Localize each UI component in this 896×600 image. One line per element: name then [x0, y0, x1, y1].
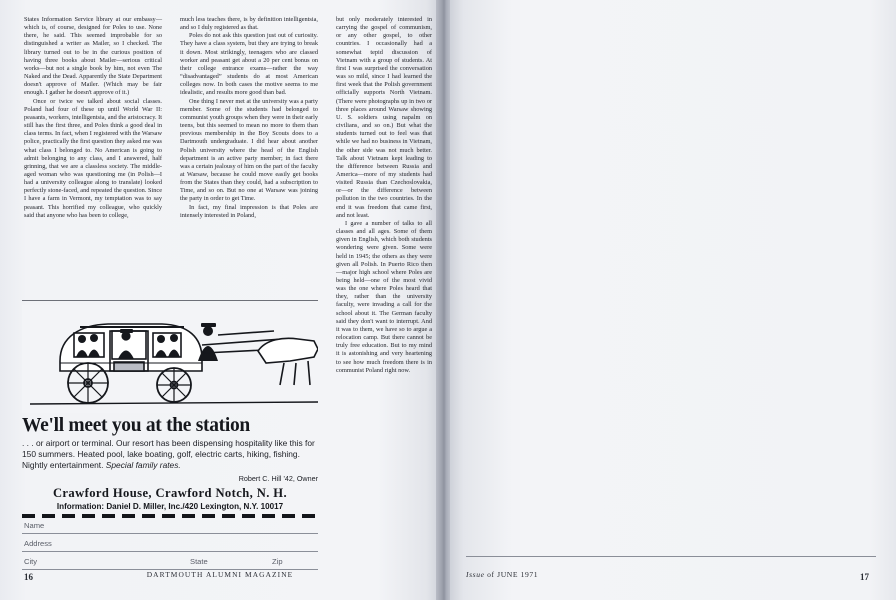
- coupon-name-label: Name: [24, 520, 45, 530]
- coupon-state-label: State: [190, 556, 208, 566]
- page-number-left: 16: [24, 572, 33, 582]
- ad-body-line-2-italic: Special family rates.: [105, 460, 181, 471]
- paragraph: One thing I never met at the university was a party member. Some of the students had belonged to communist youth groups when they were in their early teens, but this seemed to mean no more to them than previous membership in the Boy Scouts does to a Dartmouth undergraduate. I did hear about another Polish university where the head of the English department is an active party member; in fact there was a certain jealousy of him on the part of the faculty at Warsaw, because he could move easily get books from the States than they could, had a subscription to Time, and so on. But no one at Warsaw was joining the party in order to get Time.: [180, 97, 318, 203]
- paragraph: but only moderately interested in carrying the gospel of communism, or any other gospel, to other countries. I occasionally had a somewhat tepid discussion of Vietnam with a group of students. At first I was surprised the conversation was so mild, since I had learned the first week that the Polish government officially supports North Vietnam. (There were photographs up in two or three places around Warsaw showing U. S. soldiers using napalm on civilians, and so on.) But what the students turned out to feel was that while we had no business in Vietnam, the other side was not much better. Talk about Vietnam kept leading to the difference between Russia and America—more of my students had visited Russia than Czechoslovakia, or—or the difference between pollution in the two countries. In the end it was freedom that came first, and not least.: [336, 16, 432, 219]
- page-number-right: 17: [860, 572, 869, 582]
- article-column-2: [180, 16, 318, 220]
- paragraph: Once or twice we talked about social classes. Poland had four of these up until World War II: peasants, workers, intelligentsia, and the aristocracy. It still has the first three, and Poles think a good deal in class terms. In fact, when I registered with the Warsaw police, practically the first question they asked me was what class I belonged to. No American is going to admit belonging to any class, and I answered, half grinning, that we are a classless society. The middle-aged woman who was questioning me (in Polish—I had a university colleague along to translate) looked perfectly stone-faced, and repeated the question. Since I have a farm in Vermont, my temptation was to say peasant. This horrified my colleague, who quickly said that anyone who has been to college,: [24, 97, 162, 219]
- paragraph: much less teaches there, is by definition intelligentsia, and so I duly registered as that.: [180, 16, 318, 32]
- paragraph: States Information Service library at our embassy—which is, of course, designed for Poles to use. None there, he said. This seemed improbable for so distinguished a writer as Mailer, so I checked. The library turned out to be in the curious position of having three books about Mailer—serious critical works—but not a single book by him, not even The Naked and the Dead. Apparently the State Department doesn't approve of Mailer. (Which may be fair enough. I gather he doesn't approve of it.): [24, 16, 162, 97]
- right-page: [450, 0, 896, 600]
- article-column-1: [24, 16, 162, 220]
- ad-headline: We'll meet you at the station: [22, 415, 250, 436]
- issue-footer-rest: of JUNE 1971: [487, 570, 539, 579]
- article-column-3: [336, 16, 432, 375]
- coupon-name-field[interactable]: [22, 518, 318, 536]
- ad-top-rule: [22, 300, 318, 301]
- paragraph: Poles do not ask this question just out of curiosity. They have a class system, but they are trying to break it down. Most strikingly, teenagers who are classed worker and peasant get about a 20 per cent bonus on their college entrance exams—rather the way “disadvantaged” students do at most American colleges now. In both cases the motive seems to me idealistic, and results more good than bad.: [180, 32, 318, 97]
- ad-body-text: [22, 438, 318, 472]
- coupon-address-rule: [22, 551, 318, 552]
- coupon-name-rule: [22, 533, 318, 534]
- coupon-address-label: Address: [24, 538, 52, 548]
- left-page: [0, 0, 440, 600]
- issue-footer-italic: Issue: [466, 570, 485, 579]
- paragraph: I gave a number of talks to all classes and all ages. Some of them given in English, which both students wondering were given. Some were held in 1945; the others as they were given all Polish. In Puerto Rico then—major high school where Poles are being held—one of the most vivid was the one where Poles heard that they, rather than the university faculty, were invading a call for the school about it. The German faculty said they don't want to interrupt. And it was to them, we have so to argue a relocation camp. But there cannot be truly free education. But to my mind it is astonishing and very heartening to see how much freedom there is in communist Poland right now.: [336, 219, 432, 374]
- crawford-house-advertisement: [22, 300, 318, 585]
- ad-information-line: Information: Daniel D. Miller, Inc./420 Lexington, N.Y. 10017: [56, 501, 284, 511]
- magazine-footer: DARTMOUTH ALUMNI MAGAZINE: [146, 570, 294, 579]
- coupon-city-state-zip-field[interactable]: [22, 554, 318, 572]
- stagecoach-illustration: [22, 305, 318, 413]
- issue-footer: [466, 570, 538, 579]
- coupon-city-label: City: [24, 556, 38, 566]
- coupon-zip-label: Zip: [272, 556, 283, 566]
- right-footer-rule: [466, 556, 876, 557]
- ad-resort-name: Crawford House, Crawford Notch, N. H.: [52, 485, 288, 500]
- ad-body-line-1: . . . or airport or terminal. Our resort has been dispensing hospitality like this for 150 summers. Heated pool, lake boating, golf, electric carts, hiking, fishing.: [22, 438, 315, 460]
- paragraph: In fact, my final impression is that Poles are intensely interested in Poland,: [180, 203, 318, 219]
- coupon-address-field[interactable]: [22, 536, 318, 554]
- ad-body-line-2-prefix: Nightly entertainment.: [22, 460, 104, 471]
- ad-owner-credit: Robert C. Hill '42, Owner: [238, 473, 318, 483]
